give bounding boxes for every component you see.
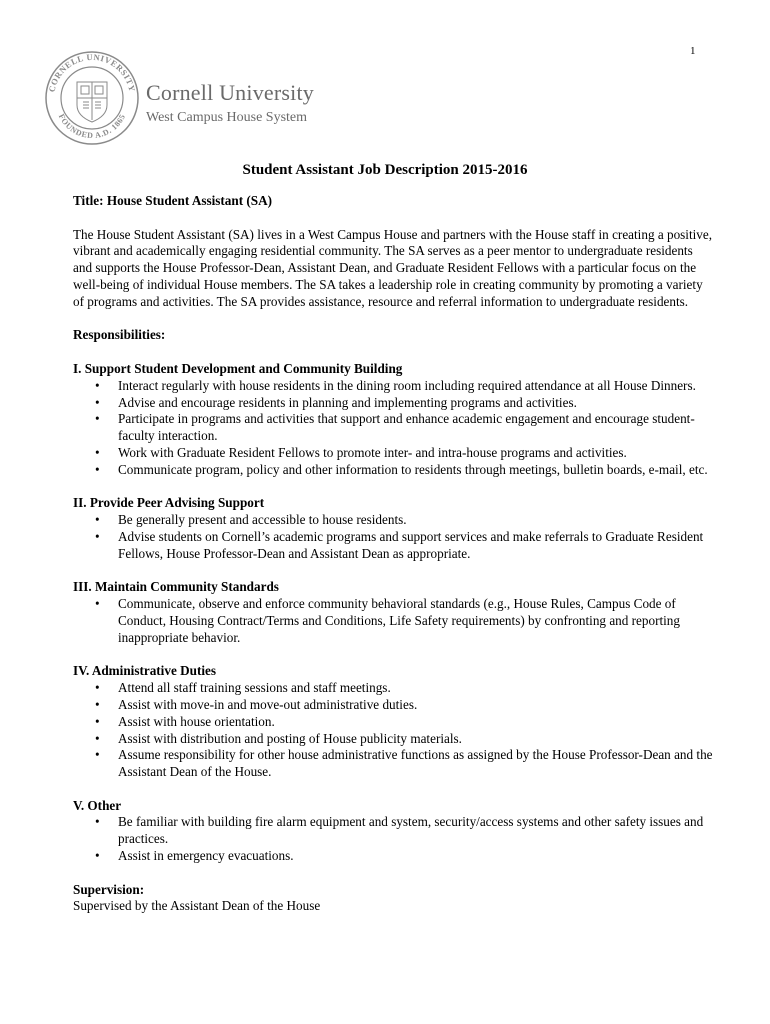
list-item: • Participate in programs and activities that support and enhance academic engagement and encourage student-faculty interaction. [73, 411, 713, 445]
list-item: • Advise and encourage residents in planning and implementing programs and activities. [73, 395, 713, 412]
section-administrative-duties [73, 663, 713, 781]
list-item: • Assist in emergency evacuations. [73, 848, 713, 865]
list-item: • Assist with house orientation. [73, 714, 713, 731]
cornell-seal-logo [44, 50, 140, 146]
list-item: • Advise students on Cornell’s academic programs and support services and make referrals to Graduate Resident Fellows, House Professor-Dean and Assistant Dean as appropriate. [73, 529, 713, 563]
list-item: • Communicate program, policy and other information to residents through meetings, bulletin boards, e-mail, etc. [73, 462, 713, 479]
org-unit: West Campus House System [146, 110, 308, 125]
section-heading: V. Other [73, 797, 122, 813]
list-item: • Assume responsibility for other house administrative functions as assigned by the House Professor-Dean and the Assistant Dean of the House. [73, 747, 713, 781]
list-item: • Work with Graduate Resident Fellows to promote inter- and intra-house programs and activities. [73, 445, 713, 462]
section-heading: II. Provide Peer Advising Support [73, 495, 265, 511]
section-other [73, 798, 713, 865]
section-heading: IV. Administrative Duties [73, 663, 216, 679]
bullet-list [73, 378, 713, 479]
list-item: • Communicate, observe and enforce community behavioral standards (e.g., House Rules, Campus Code of Conduct, Housing Contract/Terms and Conditions, Life Safety requirements) by confronting and reporting inappropriate behavior. [73, 596, 713, 646]
intro-paragraph: The House Student Assistant (SA) lives in a West Campus House and partners with the House staff in creating a positive, vibrant and academically engaging residential community. The SA serves as a peer mentor to undergraduate residents and supports the House Professor-Dean, Assistant Dean, and Graduate Resident Fellows with a particular focus on the well-being of individual House members. The SA takes a leadership role in creating community by promoting a variety of programs and activities. The SA provides assistance, resource and referral information to undergraduate residents. [73, 226, 713, 309]
seal-icon [44, 50, 140, 146]
section-heading: III. Maintain Community Standards [73, 579, 279, 595]
page-number: 1 [690, 45, 696, 57]
supervision-heading: Supervision: [73, 881, 145, 897]
section-heading: I. Support Student Development and Community Building [73, 360, 403, 376]
document-title: Student Assistant Job Description 2015-2016 [242, 162, 528, 178]
bullet-list [73, 680, 713, 781]
seal-bottom-text: FOUNDED A.D. 1865 [56, 112, 128, 141]
seal-top-text: CORNELL UNIVERSITY [46, 51, 138, 93]
bullet-list [73, 596, 713, 646]
section-community-building [73, 361, 713, 479]
document-body [73, 193, 713, 915]
supervision-text: Supervised by the Assistant Dean of the House [73, 898, 321, 914]
list-item: • Attend all staff training sessions and staff meetings. [73, 680, 713, 697]
bullet-list [73, 512, 713, 562]
section-community-standards [73, 579, 713, 646]
list-item: • Interact regularly with house residents in the dining room including required attendance at all House Dinners. [73, 378, 713, 395]
list-item: • Assist with move-in and move-out administrative duties. [73, 697, 713, 714]
section-peer-advising [73, 495, 713, 562]
list-item: • Be generally present and accessible to house residents. [73, 512, 713, 529]
seal-shield-icon [77, 82, 107, 122]
position-title: Title: House Student Assistant (SA) [73, 193, 273, 208]
list-item: • Be familiar with building fire alarm equipment and system, security/access systems and other safety issues and practices. [73, 814, 713, 848]
bullet-list [73, 814, 713, 864]
org-name: Cornell University [146, 80, 314, 105]
list-item: • Assist with distribution and posting of House publicity materials. [73, 731, 713, 748]
responsibilities-heading: Responsibilities: [73, 327, 166, 343]
